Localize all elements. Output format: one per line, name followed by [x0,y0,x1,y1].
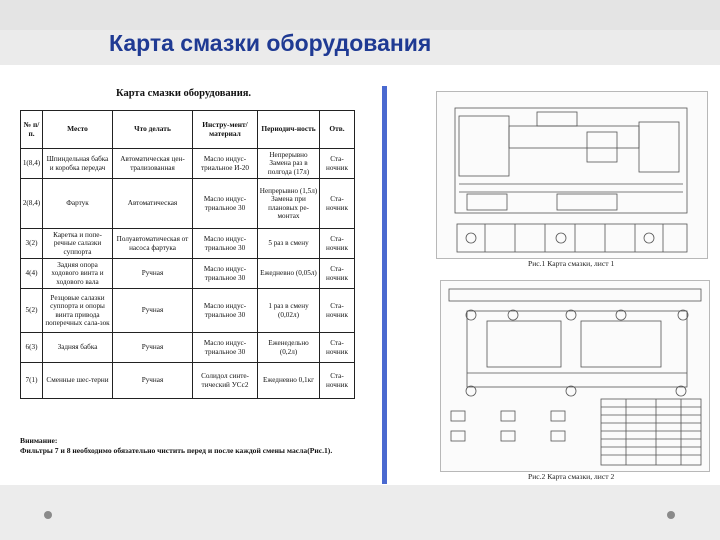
table-cell: 1 раз в смену (0,02л) [258,289,320,333]
table-cell: 6(3) [21,333,43,363]
table-cell: Ежедневно 0,1кг [258,363,320,399]
note-text: Фильтры 7 и 8 необходимо обязательно чистить перед и после каждой смены масла(Рис.1). [20,446,333,455]
header-cell: Что делать [113,111,193,149]
header-cell: Место [43,111,113,149]
table-cell: Масло индус-триальное 30 [193,333,258,363]
table-cell: Шпиндельная бабка и коробка передач [43,149,113,179]
lubrication-document [18,80,358,480]
table-cell: Ста-ночник [320,259,355,289]
table-row [21,149,355,179]
table-cell: Полуавтоматическая от насоса фартука [113,229,193,259]
table-cell: Ста-ночник [320,289,355,333]
table-cell: 3(2) [21,229,43,259]
table-header-row [21,111,355,149]
table-cell: Солидол синте-тический УСс2 [193,363,258,399]
table-cell: Еженедельно (0,2л) [258,333,320,363]
table-cell: Ручная [113,259,193,289]
divider-line [382,86,387,484]
document-title: Карта смазки оборудования. [116,88,252,99]
table-cell: Масло индус-триальное 30 [193,289,258,333]
bullet-left-icon [44,511,52,519]
table-cell: Масло индус-триальное 30 [193,229,258,259]
table-cell: Ста-ночник [320,229,355,259]
table-row [21,363,355,399]
header-cell: Отв. [320,111,355,149]
table-cell: Ручная [113,289,193,333]
table-cell: Непрерывно Замена раз в полгода (17л) [258,149,320,179]
note-label: Внимание: [20,436,58,445]
table-row [21,289,355,333]
lathe-sheet2-drawing [441,281,709,471]
table-cell: Задняя опора ходового винта и ходового вала [43,259,113,289]
figure-lathe-drawing-2 [440,280,710,472]
bottom-band [0,485,720,540]
top-band [0,0,720,30]
table-cell: Каретка и попе-речные салазки суппорта [43,229,113,259]
table-cell: 4(4) [21,259,43,289]
table-cell: Сменные шес-терни [43,363,113,399]
slide-title: Карта смазки оборудования [109,30,432,56]
header-cell: Инстру-мент/материал [193,111,258,149]
table-cell: Автоматическая [113,179,193,229]
table-cell: Ста-ночник [320,149,355,179]
header-cell: № п/п. [21,111,43,149]
bullet-right-icon [667,511,675,519]
table-cell: Резцовые салазки суппорта и опоры винта привода поперечных сала-зок [43,289,113,333]
table-cell: 5(2) [21,289,43,333]
figure-caption-2: Рис.2 Карта смазки, лист 2 [528,472,615,481]
figure-caption-1: Рис.1 Карта смазки, лист 1 [528,259,615,268]
table-cell: Ста-ночник [320,333,355,363]
table-cell: Задняя бабка [43,333,113,363]
table-row [21,333,355,363]
header-cell: Периодич-ность [258,111,320,149]
table-cell: Ручная [113,363,193,399]
table-cell: 2(8,4) [21,179,43,229]
table-row [21,229,355,259]
table-cell: Масло индус-триальное 30 [193,179,258,229]
table-cell: Непрерывно (1,5л) Замена при плановых ре-монтах [258,179,320,229]
table-row [21,179,355,229]
table-cell: Ста-ночник [320,179,355,229]
figure-lathe-drawing-1 [436,91,708,259]
table-cell: Масло индус-триальное 30 [193,259,258,289]
table-cell: 5 раз в смену [258,229,320,259]
table-cell: 1(8,4) [21,149,43,179]
table-cell: Ста-ночник [320,363,355,399]
table-cell: Масло индус-триальное И-20 [193,149,258,179]
table-cell: Ручная [113,333,193,363]
lubrication-table [20,110,355,399]
table-cell: 7(1) [21,363,43,399]
table-cell: Фартук [43,179,113,229]
table-cell: Ежедневно (0,05л) [258,259,320,289]
lathe-sheet1-drawing [437,92,707,258]
table-row [21,259,355,289]
table-cell: Автоматическая цен-трализованная [113,149,193,179]
